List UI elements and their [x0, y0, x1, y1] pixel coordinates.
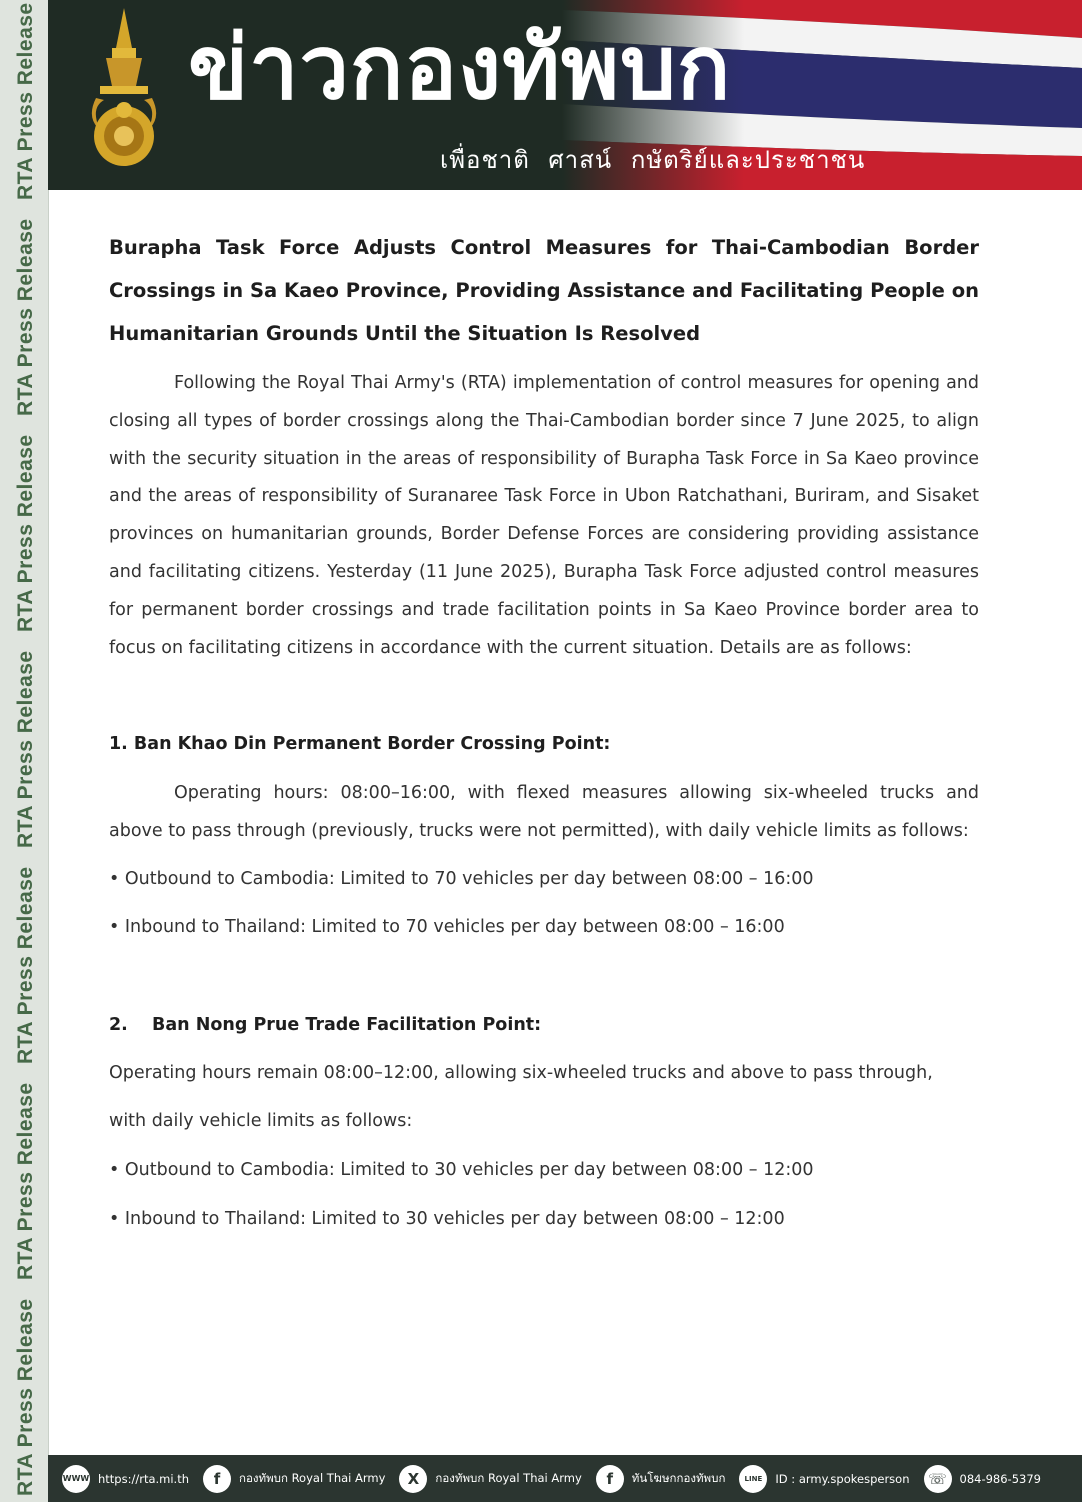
article-intro: Following the Royal Thai Army's (RTA) implementation of control measures for opening and closing all types of border crossings along the Thai-Cambodian border since 7 June 2025, to align with the security situation in the areas of responsibility of Burapha Task Force in Sa Kaeo province and the areas of responsibility of Suranaree Task Force in Ubon Ratchathani, Buriram, and Sisaket provinces on humanitarian grounds, Border Defense Forces are considering providing assistance and facilitating citizens. Yesterday (11 June 2025), Burapha Task Force adjusted control measures for permanent border crossings and trade facilitation points in Sa Kaeo Province border area to focus on facilitating citizens in accordance with the current situation. Details are as follows: — [109, 373, 979, 658]
website-link[interactable]: https://rta.mi.th — [98, 1471, 190, 1486]
side-label: RTA Press Release — [14, 650, 37, 848]
footer-bar — [48, 1455, 1082, 1502]
phone-icon: ☏ — [924, 1465, 952, 1493]
header-banner — [48, 0, 1082, 190]
footer-phone[interactable] — [924, 1465, 1041, 1493]
footer-facebook-2[interactable] — [596, 1465, 726, 1493]
header-title: ข่าวกองทัพบก — [188, 16, 732, 119]
side-strip — [0, 0, 49, 1502]
section1-bullet: • Inbound to Thailand: Limited to 70 vehicles per day between 08:00 – 16:00 — [109, 917, 785, 937]
side-label: RTA Press Release — [14, 434, 37, 632]
section1-bullet: • Outbound to Cambodia: Limited to 70 vehicles per day between 08:00 – 16:00 — [109, 869, 814, 889]
globe-icon: WWW — [62, 1465, 90, 1493]
facebook-icon: f — [596, 1465, 624, 1493]
line-id[interactable]: ID : army.spokesperson — [775, 1471, 910, 1486]
article — [109, 226, 979, 1229]
article-headline: Burapha Task Force Adjusts Control Measures for Thai-Cambodian Border Crossings in Sa Kaeo Province, Providing Assistance and Facilitating People on Humanitarian Grounds Until the Situation Is Resolved — [109, 236, 979, 345]
side-label: RTA Press Release — [14, 866, 37, 1064]
footer-website[interactable] — [62, 1465, 189, 1493]
section2-bullet: • Inbound to Thailand: Limited to 30 vehicles per day between 08:00 – 12:00 — [109, 1209, 785, 1229]
rta-emblem-icon — [86, 8, 162, 176]
header-motto: เพื่อชาติ ศาสน์ กษัตริย์และประชาชน — [440, 146, 866, 174]
x-icon: X — [399, 1465, 427, 1493]
section2-title: Ban Nong Prue Trade Facilitation Point: — [152, 1015, 542, 1035]
line-icon: LINE — [739, 1465, 767, 1493]
section1-heading: 1. Ban Khao Din Permanent Border Crossing Point: — [109, 734, 611, 754]
footer-x[interactable] — [399, 1465, 581, 1493]
side-label: RTA Press Release — [14, 1298, 37, 1496]
section2-line: Operating hours remain 08:00–12:00, allowing six-wheeled trucks and above to pass through, — [109, 1063, 933, 1083]
section2-number: 2. — [109, 1015, 128, 1035]
phone-number[interactable]: 084-986-5379 — [959, 1471, 1041, 1486]
facebook-link[interactable]: กองทัพบก Royal Thai Army — [239, 1470, 386, 1485]
facebook-icon: f — [203, 1465, 231, 1493]
footer-facebook[interactable] — [203, 1465, 385, 1493]
footer-line[interactable] — [739, 1465, 909, 1493]
side-label: RTA Press Release — [14, 2, 37, 200]
side-label: RTA Press Release — [14, 1082, 37, 1280]
section2-line: with daily vehicle limits as follows: — [109, 1111, 413, 1131]
facebook-link-2[interactable]: ทันโฆษกกองทัพบก — [631, 1470, 726, 1485]
section2-bullet: • Outbound to Cambodia: Limited to 30 vehicles per day between 08:00 – 12:00 — [109, 1160, 814, 1180]
section2-heading — [109, 1015, 541, 1035]
x-link[interactable]: กองทัพบก Royal Thai Army — [435, 1470, 582, 1485]
side-label: RTA Press Release — [14, 218, 37, 416]
section1-text: Operating hours: 08:00–16:00, with flexed measures allowing six-wheeled trucks and above to pass through (previously, trucks were not permitted), with daily vehicle limits as follows: — [109, 783, 979, 841]
